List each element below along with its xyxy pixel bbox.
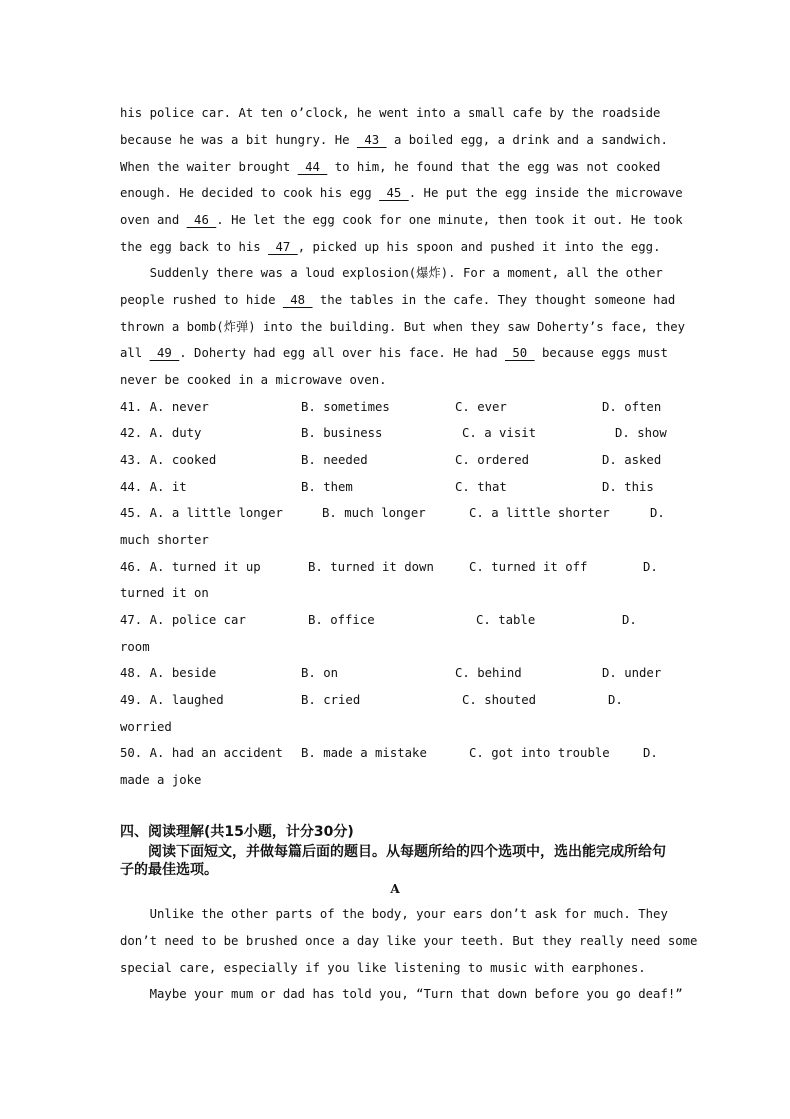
option-42-c[interactable]: C. a visit xyxy=(462,426,537,440)
option-48-c[interactable]: C. behind xyxy=(455,666,522,680)
option-45-b[interactable]: B. much longer xyxy=(322,506,426,520)
section-instruction-cont: 子的最佳选项。 xyxy=(120,862,218,878)
option-42-a[interactable]: 42. A. duty xyxy=(120,426,202,440)
option-47-d-text[interactable]: room xyxy=(120,640,150,654)
passage-text: all xyxy=(120,346,150,360)
option-45-d-text[interactable]: much shorter xyxy=(120,533,209,547)
passage-line xyxy=(120,103,660,123)
passage-line: Maybe your mum or dad has told you, “Turn that down before you go deaf!” xyxy=(120,987,683,1001)
option-48-b[interactable]: B. on xyxy=(301,666,339,680)
option-50-d[interactable]: D. xyxy=(643,746,658,760)
passage-text: Suddenly there was a loud explosion(爆炸). For a moment, all the other xyxy=(120,266,663,280)
passage-text: . He let the egg cook for one minute, then took it out. He took xyxy=(216,213,683,227)
passage-line xyxy=(120,343,668,363)
blank-46[interactable]: 46 xyxy=(186,213,217,227)
passage-text: a boiled egg, a drink and a sandwich. xyxy=(386,133,668,147)
option-44-b[interactable]: B. them xyxy=(301,480,353,494)
blank-45[interactable]: 45 xyxy=(379,186,409,200)
option-44-d[interactable]: D. this xyxy=(602,480,654,494)
option-43-d[interactable]: D. asked xyxy=(602,453,662,467)
passage-text: oven and xyxy=(120,213,187,227)
option-41-a[interactable]: 41. A. never xyxy=(120,400,209,414)
blank-48[interactable]: 48 xyxy=(282,293,313,307)
passage-text: enough. He decided to cook his egg xyxy=(120,186,380,200)
option-49-c[interactable]: C. shouted xyxy=(462,693,537,707)
option-43-b[interactable]: B. needed xyxy=(301,453,368,467)
blank-47[interactable]: 47 xyxy=(268,240,298,254)
option-47-a[interactable]: 47. A. police car xyxy=(120,613,246,627)
option-45-c[interactable]: C. a little shorter xyxy=(469,506,610,520)
passage-text: , picked up his spoon and pushed it into the egg. xyxy=(297,240,661,254)
passage-line xyxy=(120,183,683,203)
passage-text: the egg back to his xyxy=(120,240,269,254)
passage-line: special care, especially if you like listening to music with earphones. xyxy=(120,961,646,975)
option-46-d-text[interactable]: turned it on xyxy=(120,586,209,600)
option-45-d[interactable]: D. xyxy=(650,506,665,520)
option-44-a[interactable]: 44. A. it xyxy=(120,480,187,494)
option-43-a[interactable]: 43. A. cooked xyxy=(120,453,217,467)
option-41-b[interactable]: B. sometimes xyxy=(301,400,390,414)
option-47-c[interactable]: C. table xyxy=(476,613,536,627)
passage-line xyxy=(120,370,387,390)
passage-text: . He put the egg inside the microwave xyxy=(408,186,683,200)
option-43-c[interactable]: C. ordered xyxy=(455,453,530,467)
passage-line xyxy=(120,290,675,310)
passage-line xyxy=(120,237,660,257)
blank-44[interactable]: 44 xyxy=(297,160,328,174)
option-46-b[interactable]: B. turned it down xyxy=(308,560,434,574)
option-48-d[interactable]: D. under xyxy=(602,666,662,680)
option-46-c[interactable]: C. turned it off xyxy=(469,560,588,574)
option-45-a[interactable]: 45. A. a little longer xyxy=(120,506,283,520)
option-49-b[interactable]: B. cried xyxy=(301,693,361,707)
passage-text: his police car. At ten o’clock, he went into a small cafe by the roadside xyxy=(120,106,661,120)
passage-line xyxy=(120,210,683,230)
option-44-c[interactable]: C. that xyxy=(455,480,507,494)
blank-50[interactable]: 50 xyxy=(505,346,535,360)
option-50-b[interactable]: B. made a mistake xyxy=(301,746,427,760)
passage-text: thrown a bomb(炸弹) into the building. But when they saw Doherty’s face, they xyxy=(120,320,686,334)
option-46-d[interactable]: D. xyxy=(643,560,658,574)
passage-line xyxy=(120,263,663,283)
passage-line: don’t need to be brushed once a day like your teeth. But they really need some xyxy=(120,934,698,948)
passage-line xyxy=(120,317,685,337)
option-50-d-text[interactable]: made a joke xyxy=(120,773,202,787)
passage-text: because eggs must xyxy=(534,346,668,360)
passage-line: Unlike the other parts of the body, your ears don’t ask for much. They xyxy=(120,907,668,921)
blank-49[interactable]: 49 xyxy=(149,346,180,360)
option-41-d[interactable]: D. often xyxy=(602,400,662,414)
option-50-c[interactable]: C. got into trouble xyxy=(469,746,610,760)
option-42-b[interactable]: B. business xyxy=(301,426,383,440)
option-48-a[interactable]: 48. A. beside xyxy=(120,666,217,680)
passage-line xyxy=(120,157,660,177)
passage-text: people rushed to hide xyxy=(120,293,283,307)
passage-text: never be cooked in a microwave oven. xyxy=(120,373,387,387)
option-42-d[interactable]: D. show xyxy=(615,426,667,440)
passage-text: the tables in the cafe. They thought someone had xyxy=(312,293,676,307)
passage-text: to him, he found that the egg was not cooked xyxy=(327,160,661,174)
option-49-a[interactable]: 49. A. laughed xyxy=(120,693,224,707)
option-47-b[interactable]: B. office xyxy=(308,613,375,627)
passage-line xyxy=(120,130,668,150)
option-50-a[interactable]: 50. A. had an accident xyxy=(120,746,283,760)
passage-text: . Doherty had egg all over his face. He had xyxy=(179,346,505,360)
blank-43[interactable]: 43 xyxy=(356,133,387,147)
passage-text: because he was a bit hungry. He xyxy=(120,133,357,147)
option-47-d[interactable]: D. xyxy=(622,613,637,627)
passage-title: A xyxy=(390,882,400,896)
option-49-d[interactable]: D. xyxy=(608,693,623,707)
option-41-c[interactable]: C. ever xyxy=(455,400,507,414)
option-49-d-text[interactable]: worried xyxy=(120,720,172,734)
section-heading: 四、阅读理解(共15小题，计分30分) xyxy=(120,824,354,840)
section-instruction: 阅读下面短文，并做每篇后面的题目。从每题所给的四个选项中，选出能完成所给句 xyxy=(148,844,666,860)
option-46-a[interactable]: 46. A. turned it up xyxy=(120,560,261,574)
passage-text: When the waiter brought xyxy=(120,160,298,174)
